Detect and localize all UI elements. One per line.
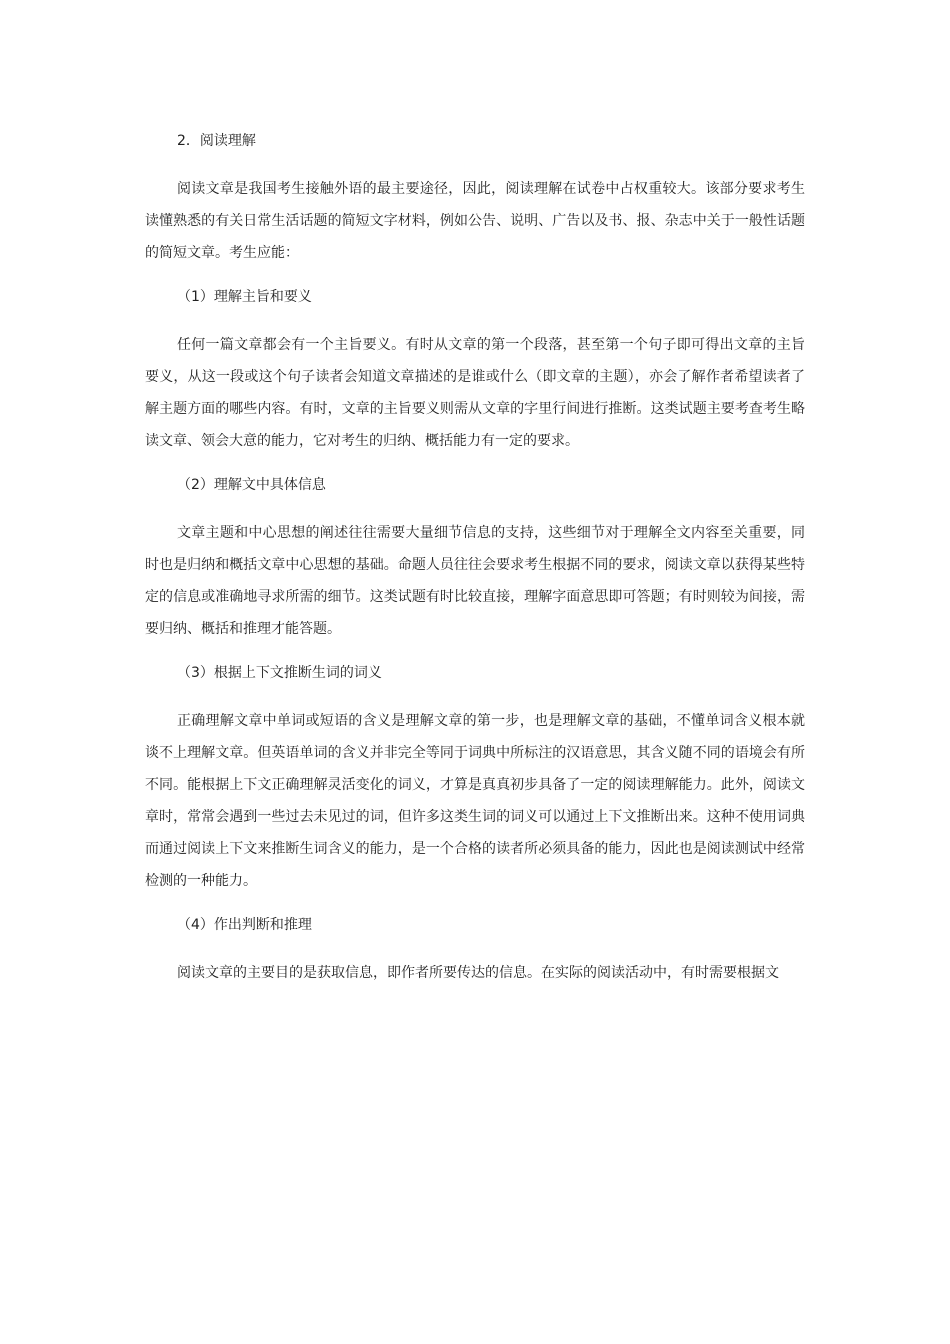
item-heading-3: （3）根据上下文推断生词的词义 xyxy=(177,665,382,681)
item-heading-4: （4）作出判断和推理 xyxy=(177,917,312,933)
item-heading-1: （1）理解主旨和要义 xyxy=(177,289,312,305)
item-body-3: 正确理解文章中单词或短语的含义是理解文章的第一步，也是理解文章的基础，不懂单词含义根本就谈不上理解文章。但英语单词的含义并非完全等同于词典中所标注的汉语意思，其含义随不同的语境会有所不同。能根据上下文正确理解灵活变化的词义，才算是真真初步具备了一定的阅读理解能力。此外，阅读文章时，常常会遇到一些过去未见过的词，但许多这类生词的词义可以通过上下文推断出来。这种不使用词典而通过阅读上下文来推断生词含义的能力，是一个合格的读者所必须具备的能力，因此也是阅读测试中经常检测的一种能力。 xyxy=(145,713,805,889)
document-page xyxy=(145,128,805,989)
item-body-2: 文章主题和中心思想的阐述往往需要大量细节信息的支持，这些细节对于理解全文内容至关重要，同时也是归纳和概括文章中心思想的基础。命题人员往往会要求考生根据不同的要求，阅读文章以获得某些特定的信息或准确地寻求所需的细节。这类试题有时比较直接，理解字面意思即可答题；有时则较为间接，需要归纳、概括和推理才能答题。 xyxy=(145,525,805,637)
item-body-1: 任何一篇文章都会有一个主旨要义。有时从文章的第一个段落，甚至第一个句子即可得出文章的主旨要义，从这一段或这个句子读者会知道文章描述的是谁或什么（即文章的主题），亦会了解作者希望读者了解主题方面的哪些内容。有时，文章的主旨要义则需从文章的字里行间进行推断。这类试题主要考查考生略读文章、领会大意的能力，它对考生的归纳、概括能力有一定的要求。 xyxy=(145,337,805,449)
section-title: 2．阅读理解 xyxy=(177,133,256,149)
item-heading-2: （2）理解文中具体信息 xyxy=(177,477,326,493)
item-body-4: 阅读文章的主要目的是获取信息，即作者所要传达的信息。在实际的阅读活动中，有时需要根据文 xyxy=(177,965,779,981)
intro-paragraph: 阅读文章是我国考生接触外语的最主要途径，因此，阅读理解在试卷中占权重较大。该部分要求考生读懂熟悉的有关日常生活话题的简短文字材料，例如公告、说明、广告以及书、报、杂志中关于一般性话题的简短文章。考生应能： xyxy=(145,181,805,261)
